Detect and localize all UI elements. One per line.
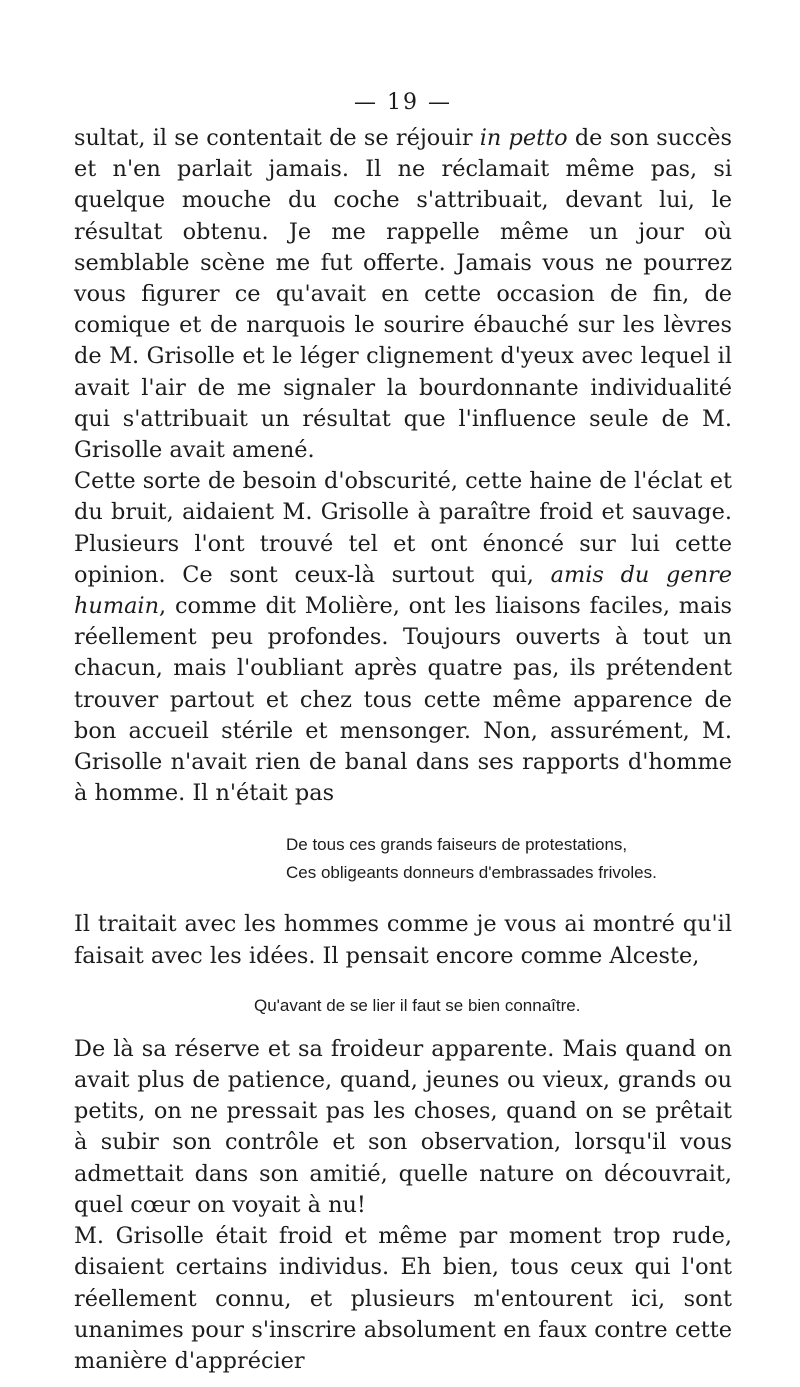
paragraph-3: Il traitait avec les hommes comme je vous ai montré qu'il faisait avec les idées. Il pensait encore comme Alceste, [74,911,732,969]
verse-line: De tous ces grands faiseurs de protestations, [286,835,628,855]
verse-quote-1 [74,831,732,887]
paragraph-2-italic: amis du genre humain [74,561,732,620]
paragraph-4: De là sa réserve et sa froideur apparente. Mais quand on avait plus de patience, quand, jeunes ou vieux, grands ou petits, on ne pressait pas les choses, quand on se prêtait à subir son contrôle et son observation, lorsqu'il vous admettait dans son amitié, quelle nature on découvrait, quel cœur on voyait à nu! [74,1035,732,1218]
paragraph-2 [74,466,732,809]
verse-quote-2 [74,992,732,1020]
verse-line: Qu'avant de se lier il faut se bien connaître. [254,995,581,1015]
paragraph-2-text-a: Cette sorte de besoin d'obscurité, cette haine de l'éclat et du bruit, aidaient M. Grisolle à paraître froid et sauvage. Plusieurs l'ont trouvé tel et ont énoncé sur lui cette opinion. Ce sont ceux-là surtout qui, [74,468,732,588]
paragraph-1-text-a: sultat, il se contentait de se réjouir [74,125,480,151]
page-number: — 19 — [354,90,452,115]
paragraph-1-italic: in petto [479,125,568,151]
paragraph-5: M. Grisolle était froid et même par moment trop rude, disaient certains individus. Eh bien, tous ceux qui l'ont réellement connu, et plusieurs m'entourent ici, sont unanimes pour s'inscrire absolument en faux contre cette manière d'apprécier [74,1223,732,1374]
verse-line: Ces obligeants donneurs d'embrassades frivoles. [286,863,657,883]
paragraph-1-text-b: de son succès et n'en parlait jamais. Il ne réclamait même pas, si quelque mouche du coche s'attribuait, devant lui, le résultat obtenu. Je me rappelle même un jour où semblable scène me fut offerte. Jamais vous ne pourrez vous figurer ce qu'avait en cette occasion de fin, de comique et de narquois le sourire ébauché sur les lèvres de M. Grisolle et le léger clignement d'yeux avec lequel il avait l'air de me signaler la bourdonnante individualité qui s'attribuait un résultat que l'influence seule de M. Grisolle avait amené. [74,125,732,464]
paragraph-1 [74,123,732,466]
paragraph-2-text-b: , comme dit Molière, ont les liaisons faciles, mais réellement peu profondes. Toujours ouverts à tout un chacun, mais l'oubliant après quatre pas, ils prétendent trouver partout et chez tous cette même apparence de bon accueil stérile et mensonger. Non, assurément, M. Grisolle n'avait rien de banal dans ses rapports d'homme à homme. Il n'était pas [74,593,732,807]
